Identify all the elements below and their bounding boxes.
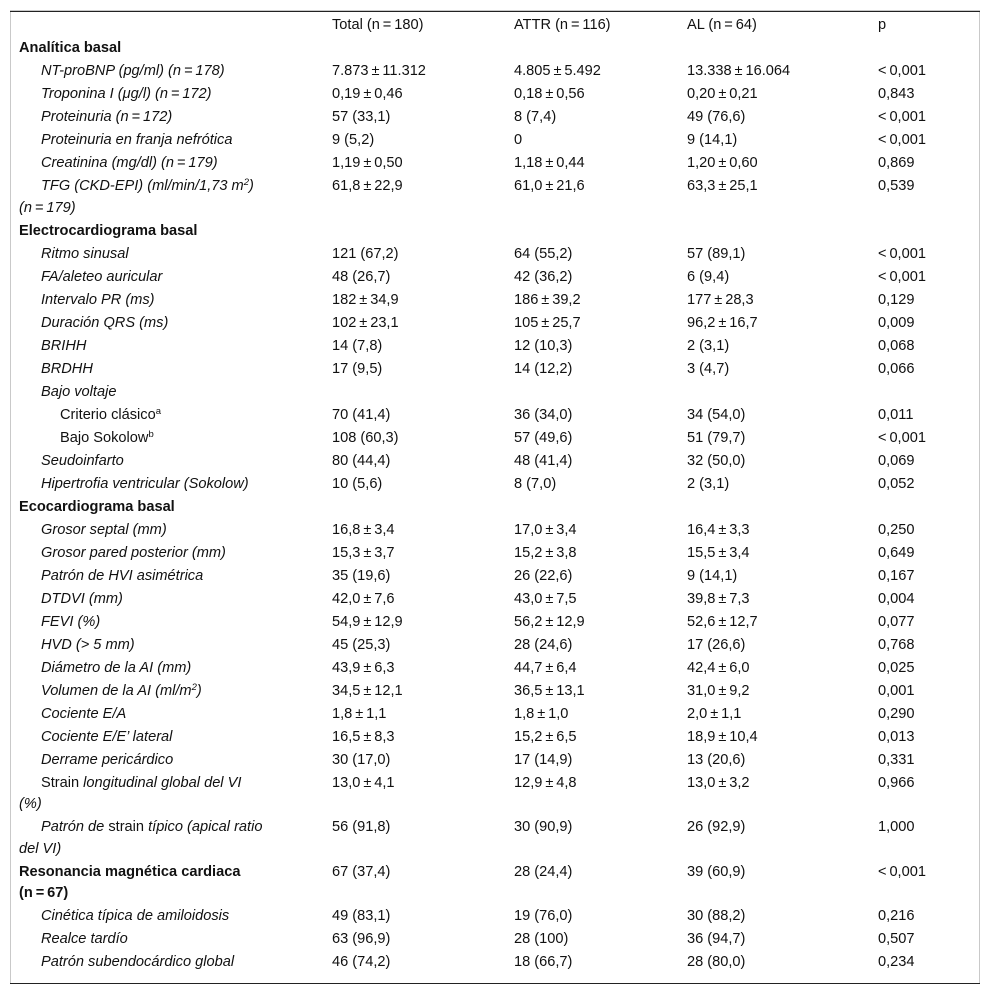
- label-text: Derrame pericárdico: [41, 751, 174, 768]
- section-header-row: [19, 220, 969, 243]
- row-label: [19, 772, 332, 817]
- row-label: [19, 106, 332, 129]
- cell-p: 0,843: [878, 86, 915, 102]
- row-label: [19, 657, 332, 680]
- table-row: [19, 657, 969, 680]
- cell-al: 3 (4,7): [687, 360, 730, 377]
- cell-al: 1,20 ± 0,60: [687, 155, 758, 171]
- table-row: [19, 726, 969, 749]
- cell-al: 15,5 ± 3,4: [687, 544, 750, 561]
- label-text: Proteinuria (n = 172): [41, 109, 173, 125]
- row-label: [19, 358, 332, 381]
- cell-total: 48 (26,7): [332, 268, 391, 285]
- cell-al: 51 (79,7): [687, 429, 746, 446]
- cell-al: 6 (9,4): [687, 268, 730, 285]
- cell-attr: 19 (76,0): [514, 908, 573, 924]
- row-label: [19, 749, 332, 772]
- cell-al: 16,4 ± 3,3: [687, 521, 750, 538]
- label-text: Grosor septal (mm): [41, 521, 167, 538]
- table-row: [19, 60, 969, 83]
- row-label: [19, 496, 332, 519]
- row-label: [19, 816, 332, 861]
- label-text: TFG (CKD-EPI) (ml/min/1,73 m: [41, 178, 244, 194]
- cell-attr: 57 (49,6): [514, 429, 573, 446]
- table-row: [19, 519, 969, 542]
- cell-total: 17 (9,5): [332, 360, 383, 377]
- cell-al: 42,4 ± 6,0: [687, 659, 750, 676]
- section-header-row: [19, 496, 969, 519]
- table-row: [19, 152, 969, 175]
- cell-total: 70 (41,4): [332, 406, 391, 423]
- cell-total: 16,8 ± 3,4: [332, 521, 395, 538]
- cell-total: [332, 220, 514, 243]
- table-row: [19, 542, 969, 565]
- label-text: DTDVI (mm): [41, 590, 123, 607]
- cell-p: 0,250: [878, 521, 915, 538]
- table-row: [19, 634, 969, 657]
- row-label: [19, 450, 332, 473]
- label-text: ): [196, 682, 202, 699]
- cell-total: 1,8 ± 1,1: [332, 705, 387, 722]
- cell-al: 9 (14,1): [687, 132, 738, 148]
- label-text: (%): [19, 796, 42, 812]
- table-row: [19, 427, 969, 450]
- cell-p: 0,009: [878, 314, 915, 331]
- label-text: ): [249, 178, 254, 194]
- cell-p: 0,507: [878, 931, 915, 947]
- table-row: [19, 358, 969, 381]
- cell-total: 7.873 ± 11.312: [332, 63, 426, 79]
- cell-total: 121 (67,2): [332, 245, 399, 262]
- cell-attr: 17 (14,9): [514, 751, 573, 768]
- cell-total: 13,0 ± 4,1: [332, 774, 395, 791]
- cell-attr: 14 (12,2): [514, 360, 573, 377]
- row-label: [19, 335, 332, 358]
- cell-attr: 0: [514, 132, 523, 148]
- table-row: [19, 289, 969, 312]
- cell-attr: 61,0 ± 21,6: [514, 178, 585, 194]
- table-row: [19, 680, 969, 703]
- row-label: [19, 726, 332, 749]
- label-text: Cinética típica de amiloidosis: [41, 908, 230, 924]
- cell-al: [687, 220, 878, 243]
- table-row: [19, 905, 969, 928]
- cell-total: 9 (5,2): [332, 132, 375, 148]
- superscript: 2: [243, 177, 249, 188]
- cell-p: 0,649: [878, 544, 915, 561]
- label-text: Grosor pared posterior (mm): [41, 544, 226, 561]
- cell-p: 0,216: [878, 908, 915, 924]
- row-label: [19, 60, 332, 83]
- cell-al: 26 (92,9): [687, 819, 746, 835]
- row-label: [19, 381, 332, 404]
- label-text: Strain: [41, 774, 80, 791]
- cell-al: 34 (54,0): [687, 406, 746, 423]
- cell-p: < 0,001: [878, 268, 926, 285]
- cell-attr: 28 (100): [514, 931, 569, 947]
- row-label: [19, 519, 332, 542]
- cell-p: 0,869: [878, 155, 915, 171]
- header-row: [19, 14, 969, 37]
- cell-total: 102 ± 23,1: [332, 314, 399, 331]
- cell-p: 0,068: [878, 337, 915, 354]
- cell-p: < 0,001: [878, 109, 926, 125]
- cell-al: 2 (3,1): [687, 337, 730, 354]
- label-text: Patrón de: [41, 819, 109, 835]
- cell-attr: 8 (7,0): [514, 475, 557, 492]
- cell-attr: 4.805 ± 5.492: [514, 63, 601, 79]
- cell-p: 0,004: [878, 590, 915, 607]
- cell-total: [332, 496, 514, 519]
- cell-attr: 0,18 ± 0,56: [514, 86, 585, 102]
- table-row: [19, 129, 969, 152]
- label-text: Cociente E/A: [41, 705, 127, 722]
- cell-total: 14 (7,8): [332, 337, 383, 354]
- cell-total: 42,0 ± 7,6: [332, 590, 395, 607]
- cell-attr: 1,8 ± 1,0: [514, 705, 569, 722]
- label-text: Bajo Sokolow: [60, 429, 149, 446]
- row-label: [19, 611, 332, 634]
- section-header-row: [19, 37, 969, 60]
- header-al: AL (n = 64): [687, 17, 757, 33]
- cell-al: [687, 496, 878, 519]
- cell-p: 0,011: [878, 406, 914, 423]
- cell-total: 0,19 ± 0,46: [332, 86, 403, 102]
- cell-p: [878, 37, 969, 60]
- cell-attr: [514, 220, 687, 243]
- cell-attr: 17,0 ± 3,4: [514, 521, 577, 538]
- label-text: Volumen de la AI (ml/m: [41, 682, 192, 699]
- cell-attr: 1,18 ± 0,44: [514, 155, 585, 171]
- cell-p: 0,966: [878, 774, 915, 791]
- row-label: [19, 680, 332, 703]
- cell-al: 30 (88,2): [687, 908, 746, 924]
- row-label: [19, 703, 332, 726]
- cell-attr: 8 (7,4): [514, 109, 557, 125]
- cell-al: 2 (3,1): [687, 475, 730, 492]
- header-label: [19, 14, 332, 37]
- cell-total: 67 (37,4): [332, 863, 391, 880]
- cell-al: 63,3 ± 25,1: [687, 178, 758, 194]
- superscript: 2: [191, 681, 197, 693]
- cell-al: 18,9 ± 10,4: [687, 728, 758, 745]
- cell-total: 34,5 ± 12,1: [332, 682, 403, 699]
- table-row: [19, 749, 969, 772]
- label-text: típico (apical ratio: [144, 819, 263, 835]
- label-text: Criterio clásico: [60, 406, 156, 423]
- cell-total: 49 (83,1): [332, 908, 391, 924]
- table-body: [19, 37, 969, 974]
- table-row: [19, 928, 969, 951]
- cell-total: 1,19 ± 0,50: [332, 155, 403, 171]
- cell-al: 31,0 ± 9,2: [687, 682, 750, 699]
- cell-al: 49 (76,6): [687, 109, 746, 125]
- cell-attr: 12 (10,3): [514, 337, 573, 354]
- cell-attr: 42 (36,2): [514, 268, 573, 285]
- label-text: Diámetro de la AI (mm): [41, 659, 192, 676]
- label-text: del VI): [19, 840, 62, 857]
- cell-al: 0,20 ± 0,21: [687, 86, 758, 102]
- cell-total: 56 (91,8): [332, 819, 391, 835]
- cell-p: 0,234: [878, 954, 915, 970]
- cell-p: 0,025: [878, 659, 915, 676]
- cell-p: [878, 381, 969, 404]
- cell-attr: 18 (66,7): [514, 954, 573, 970]
- cell-total: 43,9 ± 6,3: [332, 659, 395, 676]
- cell-attr: 44,7 ± 6,4: [514, 659, 577, 676]
- row-label: [19, 289, 332, 312]
- label-text: Ecocardiograma basal: [19, 498, 175, 515]
- header-attr: ATTR (n = 116): [514, 17, 611, 33]
- cell-al: 57 (89,1): [687, 245, 746, 262]
- label-text: Proteinuria en franja nefrótica: [41, 132, 233, 148]
- label-text: Realce tardío: [41, 931, 128, 947]
- cell-al: 2,0 ± 1,1: [687, 705, 742, 722]
- bottom-rule: [10, 983, 980, 984]
- table-row: [19, 703, 969, 726]
- row-label: [19, 542, 332, 565]
- cell-attr: 15,2 ± 6,5: [514, 728, 577, 745]
- superscript: b: [148, 428, 154, 440]
- row-label: [19, 220, 332, 243]
- label-text: (n = 179): [19, 199, 76, 216]
- row-label: [19, 152, 332, 175]
- cell-attr: 48 (41,4): [514, 452, 573, 469]
- label-text: FEVI (%): [41, 613, 101, 630]
- cell-p: 0,768: [878, 636, 915, 653]
- label-text: Analítica basal: [19, 40, 122, 56]
- cell-total: [332, 37, 514, 60]
- cell-total: 182 ± 34,9: [332, 291, 399, 308]
- label-text: (n = 67): [19, 885, 69, 901]
- label-text: Cociente E/E’ lateral: [41, 728, 173, 745]
- cell-al: 13 (20,6): [687, 751, 746, 768]
- cell-total: 61,8 ± 22,9: [332, 178, 403, 194]
- cell-total: 54,9 ± 12,9: [332, 613, 403, 630]
- cell-attr: 36,5 ± 13,1: [514, 682, 585, 699]
- cell-total: [332, 381, 514, 404]
- cell-p: 0,290: [878, 705, 915, 722]
- label-text: Intervalo PR (ms): [41, 291, 155, 308]
- cell-total: 30 (17,0): [332, 751, 391, 768]
- cell-p: 0,331: [878, 751, 915, 768]
- cell-total: 57 (33,1): [332, 109, 391, 125]
- label-text: Creatinina (mg/dl) (n = 179): [41, 155, 218, 171]
- table-row: [19, 473, 969, 496]
- table-row: [19, 588, 969, 611]
- label-text: Duración QRS (ms): [41, 314, 169, 331]
- table-row: [19, 404, 969, 427]
- cell-attr: 12,9 ± 4,8: [514, 774, 577, 791]
- row-label: [19, 427, 332, 450]
- label-text: Electrocardiograma basal: [19, 222, 198, 239]
- table-row: [19, 951, 969, 974]
- row-label: [19, 83, 332, 106]
- row-label: [19, 243, 332, 266]
- cell-al: 13.338 ± 16.064: [687, 63, 791, 79]
- cell-al: 9 (14,1): [687, 567, 738, 584]
- cell-al: 13,0 ± 3,2: [687, 774, 750, 791]
- cell-al: 39,8 ± 7,3: [687, 590, 750, 607]
- superscript: a: [155, 405, 161, 417]
- label-text: Hipertrofia ventricular (Sokolow): [41, 475, 249, 492]
- label-text: longitudinal global del VI: [79, 774, 242, 791]
- cell-al: 28 (80,0): [687, 954, 746, 970]
- label-text: Patrón de HVI asimétrica: [41, 567, 204, 584]
- header-total: Total (n = 180): [332, 17, 424, 33]
- row-label: [19, 129, 332, 152]
- cell-p: 0,129: [878, 291, 915, 308]
- row-label: [19, 266, 332, 289]
- row-label: [19, 951, 332, 974]
- cell-attr: 36 (34,0): [514, 406, 573, 423]
- table-row: [19, 243, 969, 266]
- label-text: Seudoinfarto: [41, 452, 124, 469]
- row-label: [19, 588, 332, 611]
- cell-total: 35 (19,6): [332, 567, 391, 584]
- cell-al: 39 (60,9): [687, 863, 746, 880]
- table-row: [19, 175, 969, 220]
- table-row: [19, 772, 969, 817]
- row-label: [19, 312, 332, 335]
- cell-al: 177 ± 28,3: [687, 291, 754, 308]
- cell-attr: 28 (24,4): [514, 863, 573, 880]
- table-row: [19, 266, 969, 289]
- label-text: Troponina I (μg/l) (n = 172): [41, 86, 212, 102]
- cell-p: 0,069: [878, 452, 915, 469]
- header-p: p: [878, 17, 887, 33]
- cell-total: 15,3 ± 3,7: [332, 544, 395, 561]
- row-label: [19, 634, 332, 657]
- label-text: Patrón subendocárdico global: [41, 954, 235, 970]
- cell-total: 108 (60,3): [332, 429, 399, 446]
- label-text: strain: [108, 819, 145, 835]
- cell-p: [878, 496, 969, 519]
- row-label: [19, 565, 332, 588]
- top-rule: [10, 11, 980, 12]
- cell-p: [878, 220, 969, 243]
- cell-total: 10 (5,6): [332, 475, 383, 492]
- cell-al: 17 (26,6): [687, 636, 746, 653]
- label-text: NT-proBNP (pg/ml) (n = 178): [41, 63, 225, 79]
- table-row: [19, 381, 969, 404]
- cell-attr: 28 (24,6): [514, 636, 573, 653]
- cell-attr: 186 ± 39,2: [514, 291, 581, 308]
- table-row: [19, 565, 969, 588]
- table-row: [19, 816, 969, 861]
- table-row: [19, 450, 969, 473]
- row-label: [19, 175, 332, 220]
- cell-al: 32 (50,0): [687, 452, 746, 469]
- row-label: [19, 473, 332, 496]
- label-text: Ritmo sinusal: [41, 245, 129, 262]
- cell-p: 0,001: [878, 682, 915, 699]
- cell-p: < 0,001: [878, 863, 926, 880]
- cell-attr: 30 (90,9): [514, 819, 573, 835]
- cell-p: 0,066: [878, 360, 915, 377]
- cell-attr: 15,2 ± 3,8: [514, 544, 577, 561]
- cell-al: [687, 37, 878, 60]
- label-text: FA/aleteo auricular: [41, 268, 163, 285]
- cell-p: 0,013: [878, 728, 915, 745]
- label-text: BRIHH: [41, 337, 87, 354]
- cell-total: 80 (44,4): [332, 452, 391, 469]
- cell-attr: 56,2 ± 12,9: [514, 613, 585, 630]
- cell-al: 36 (94,7): [687, 931, 746, 947]
- cell-attr: [514, 381, 687, 404]
- row-label: [19, 404, 332, 427]
- table-row: [19, 83, 969, 106]
- cell-attr: 26 (22,6): [514, 567, 573, 584]
- cell-p: 0,539: [878, 178, 915, 194]
- cell-total: 46 (74,2): [332, 954, 391, 970]
- label-text: Bajo voltaje: [41, 383, 117, 400]
- cell-al: 52,6 ± 12,7: [687, 613, 758, 630]
- row-label: [19, 861, 332, 906]
- label-text: Resonancia magnética cardiaca: [19, 863, 241, 880]
- cell-total: 63 (96,9): [332, 931, 391, 947]
- cell-attr: 43,0 ± 7,5: [514, 590, 577, 607]
- cell-total: 45 (25,3): [332, 636, 391, 653]
- cell-p: < 0,001: [878, 63, 926, 79]
- table-row: [19, 335, 969, 358]
- section-header-row: [19, 861, 969, 906]
- data-table: [19, 14, 969, 974]
- cell-al: [687, 381, 878, 404]
- row-label: [19, 905, 332, 928]
- cell-attr: 105 ± 25,7: [514, 314, 581, 331]
- cell-al: 96,2 ± 16,7: [687, 314, 758, 331]
- cell-p: 0,167: [878, 567, 915, 584]
- cell-p: < 0,001: [878, 245, 926, 262]
- row-label: [19, 928, 332, 951]
- table-row: [19, 312, 969, 335]
- cell-p: 1,000: [878, 819, 915, 835]
- cell-attr: [514, 496, 687, 519]
- row-label: [19, 37, 332, 60]
- cell-p: < 0,001: [878, 429, 926, 446]
- cell-p: < 0,001: [878, 132, 926, 148]
- table-row: [19, 106, 969, 129]
- label-text: BRDHH: [41, 360, 93, 377]
- cell-attr: [514, 37, 687, 60]
- cell-total: 16,5 ± 8,3: [332, 728, 395, 745]
- cell-p: 0,077: [878, 613, 915, 630]
- table-row: [19, 611, 969, 634]
- cell-p: 0,052: [878, 475, 915, 492]
- label-text: HVD (> 5 mm): [41, 636, 135, 653]
- cell-attr: 64 (55,2): [514, 245, 573, 262]
